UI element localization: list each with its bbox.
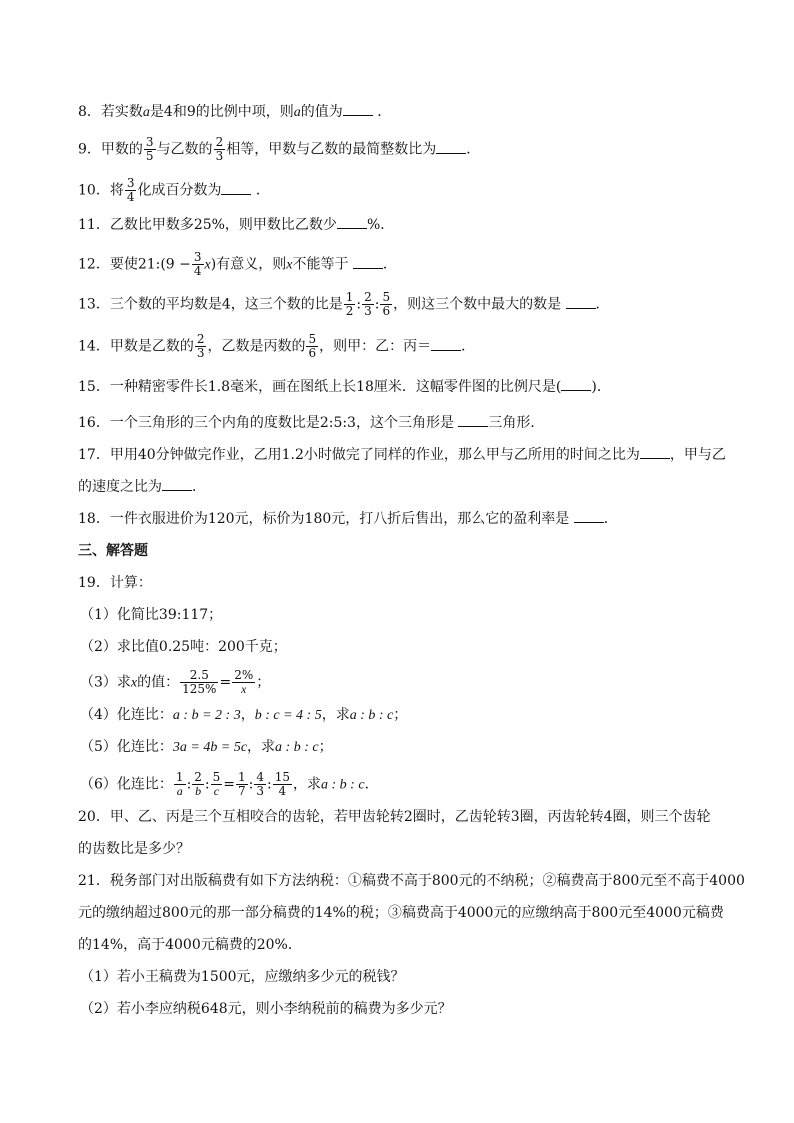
question-19-part-5: （5）化连比：3a = 4b = 5c，求a : b : c；: [80, 739, 333, 755]
answer-blank: [458, 413, 488, 427]
question-17: 17．甲用40分钟做完作业，乙用1.2小时做完了同样的作业，那么甲与乙所用的时间之比为 ，甲与乙: [78, 447, 726, 463]
fraction: $\frac{2}{3}$: [364, 290, 372, 318]
question-19-part-2: （2）求比值0.25吨：200千克；: [80, 639, 287, 655]
fraction: $\frac{3}{4}$: [193, 250, 202, 278]
answer-blank: [574, 509, 604, 523]
answer-blank: [337, 215, 367, 229]
question-15: 15．一种精密零件长1.8毫米，画在图纸上长18厘米．这幅零件图的比例尺是( )．: [78, 379, 611, 395]
answer-blank: [640, 445, 670, 459]
fraction: $\frac{4}{3}$: [256, 770, 265, 798]
question-21: 21．税务部门对出版稿费有如下方法纳税：①稿费不高于800元的不纳税；②稿费高于800元至不高于4000: [78, 873, 745, 889]
question-19-part-3: （3）求x的值： $\frac{2.5}{125\%}$ = $\frac{2\%}{x}$ ；: [80, 668, 271, 696]
question-19-title: 19．计算：: [78, 575, 152, 591]
question-16: 16．一个三角形的三个内角的度数比是2:5:3，这个三角形是 三角形．: [78, 415, 545, 431]
fraction: $\frac{2.5}{125\%}$: [182, 668, 217, 696]
question-14: 14．甲数是乙数的 $\frac{2}{3}$ ，乙数是丙数的 $\frac{5}{6}$ ，则甲：乙：丙＝ ．: [78, 332, 476, 360]
fraction: $\frac{1}{2}$: [345, 290, 354, 318]
answer-blank: [221, 181, 251, 195]
answer-blank: [353, 255, 383, 269]
answer-blank: [566, 295, 596, 309]
answer-blank: [561, 377, 591, 391]
question-19-part-6: （6）化连比： $\frac{1}{a}$ : $\frac{2}{b}$ : $\frac{5}{c}$ = $\frac{1}{7}$ : $\frac{4}{3}$ : $\frac{15}{4}$ ，求a : b : c．: [80, 770, 379, 798]
answer-blank: [436, 140, 466, 154]
question-20: 20．甲、乙、丙是三个互相咬合的齿轮，若甲齿轮转2圈时，乙齿轮转3圈，丙齿轮转4圈，则三个齿轮: [78, 809, 711, 825]
fraction: $\frac{5}{6}$: [382, 290, 391, 318]
answer-blank: [343, 102, 373, 116]
question-17-cont: 的速度之比为 ．: [78, 479, 206, 495]
fraction: $\frac{2}{b}$: [194, 770, 202, 798]
fraction: $\frac{2\%}{x}$: [234, 668, 254, 696]
question-20-cont: 的齿数比是多少？: [78, 841, 190, 857]
fraction: $\frac{2}{3}$: [215, 135, 224, 163]
question-13: 13．三个数的平均数是4，这三个数的比是 $\frac{1}{2}$ : $\frac{2}{3}$ : $\frac{5}{6}$ ，则这三个数中最大的数是 ．: [78, 290, 610, 318]
question-18: 18．一件衣服进价为120元，标价为180元，打八折后售出，那么它的盈利率是 ．: [78, 511, 618, 527]
fraction: $\frac{5}{6}$: [308, 332, 317, 360]
fraction: $\frac{2}{3}$: [196, 332, 205, 360]
question-8: 8．若实数a是4和9的比例中项，则a的值为 ．: [78, 104, 392, 120]
fraction: $\frac{1}{7}$: [238, 770, 246, 798]
fraction: $\frac{3}{4}$: [126, 176, 135, 204]
question-21-part-2: （2）若小李应纳税648元，则小李纳税前的稿费为多少元？: [80, 1001, 452, 1017]
question-21-cont-1: 元的缴纳超过800元的那一部分稿费的14%的税；③稿费高于4000元的应缴纳高于800元至4000元稿费: [78, 905, 724, 921]
answer-blank: [431, 337, 461, 351]
question-19-part-4: （4）化连比：a : b = 2 : 3，b : c = 4 : 5，求a : b : c；: [80, 707, 408, 723]
question-21-part-1: （1）若小王稿费为1500元，应缴纳多少元的税钱？: [80, 969, 405, 985]
question-10: 10．将 $\frac{3}{4}$ 化成百分数为 ．: [78, 176, 270, 204]
question-11: 11．乙数比甲数多25%，则甲数比乙数少 %．: [78, 217, 395, 233]
section-heading: 三、解答题: [78, 543, 148, 559]
fraction: $\frac{15}{4}$: [274, 770, 291, 798]
fraction: $\frac{5}{c}$: [212, 770, 221, 798]
fraction: $\frac{1}{a}$: [175, 770, 184, 798]
question-12: 12．要使21:(9 − $\frac{3}{4}$ x)有意义，则x不能等于 ．: [78, 250, 397, 278]
question-9: 9．甲数的 $\frac{3}{5}$ 与乙数的 $\frac{2}{3}$ 相等，甲数与乙数的最简整数比为 ．: [78, 135, 481, 163]
question-19-part-1: （1）化简比39:117；: [80, 607, 223, 623]
answer-blank: [162, 477, 192, 491]
fraction: $\frac{3}{5}$: [145, 135, 154, 163]
question-21-cont-2: 的14%，高于4000元稿费的20%．: [78, 937, 302, 953]
